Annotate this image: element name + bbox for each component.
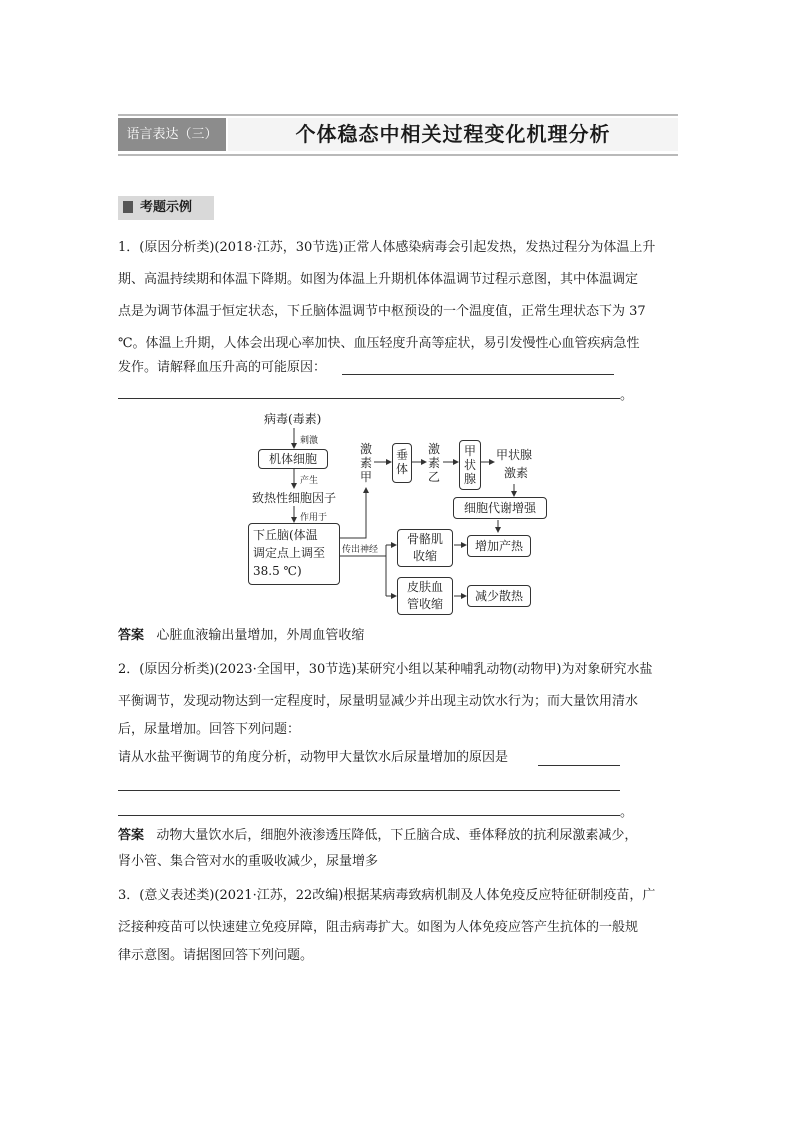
q1-line-2: 期、高温持续期和体温下降期。如图为体温上升期机体体温调节过程示意图，其中体温调定: [118, 272, 639, 287]
q1-answer-label: 答案: [118, 628, 145, 643]
q2-answer-blank-1[interactable]: [538, 765, 620, 766]
thyroid-hormone-line-1: 甲状腺: [496, 448, 533, 462]
q2-line-4: 请从水盐平衡调节的角度分析，动物甲大量饮水后尿量增加的原因是: [118, 750, 509, 765]
thyroid-label: 甲状腺: [463, 444, 476, 486]
hypothalamus-line-1: 下丘脑(体温: [253, 528, 318, 542]
q2-line-2: 平衡调节，发现动物达到一定程度时，尿量明显减少并出现主动饮水行为；而大量饮用清水: [118, 694, 639, 709]
skin-line-2: 管收缩: [406, 597, 443, 611]
section-label: 考题示例: [140, 200, 193, 215]
skin-box: [397, 577, 453, 615]
header-tag: 语言表达（三）: [118, 118, 226, 151]
muscle-box: [397, 529, 453, 567]
q1-line-4: ℃。体温上升期，人体会出现心率加快、血压轻度升高等症状，易引发慢性心血管疾病急性: [118, 336, 640, 351]
hypothalamus-line-3: 38.5 ℃): [253, 564, 302, 578]
q3-line-3: 律示意图。请据图回答下列问题。: [118, 948, 314, 963]
pituitary-label: 垂体: [395, 448, 408, 476]
q3-line-1: 3．(意义表述类)(2021·江苏，22改编)根据某病毒致病机制及人体免疫反应特征研制疫苗，广: [118, 888, 656, 903]
pituitary-box: [392, 443, 412, 483]
page-title: 个体稳态中相关过程变化机理分析: [295, 122, 611, 146]
thyroid-hormone-line-2: 激素: [504, 466, 529, 480]
q1-line-1: 1．(原因分析类)(2018·江苏，30节选)正常人体感染病毒会引起发热，发热过程分为体温上升: [118, 240, 656, 255]
hormone-a-label: 激素甲: [359, 442, 372, 484]
efferent-label: 传出神经: [342, 545, 379, 555]
hormone-b-label: 激素乙: [427, 442, 440, 484]
q2-end-mark: 。: [620, 805, 634, 820]
q1-answer-text: 心脏血液输出量增加，外周血管收缩: [156, 628, 365, 643]
q1-line-3: 点是为调节体温于恒定状态，下丘脑体温调节中枢预设的一个温度值，正常生理状态下为 37: [118, 304, 646, 319]
act-on-label: 作用于: [300, 513, 328, 523]
body-cell-box: 机体细胞: [258, 449, 328, 469]
muscle-line-2: 收缩: [412, 549, 437, 563]
q2-answer-blank-3[interactable]: [118, 815, 620, 816]
virus-label: 病毒(毒素): [264, 412, 322, 426]
q1-end-mark: 。: [620, 388, 634, 403]
arrow-hypothalamus-to-hormone-a: [340, 488, 366, 538]
q3-line-2: 泛接种疫苗可以快速建立免疫屏障，阻击病毒扩大。如图为人体免疫应答产生抗体的一般规: [118, 920, 639, 935]
hypothalamus-box: [248, 523, 340, 585]
pyrogen-label: 致热性细胞因子: [252, 491, 337, 505]
heat-loss-box: 减少散热: [467, 585, 531, 607]
q2-line-1: 2．(原因分析类)(2023·全国甲，30节选)某研究小组以某种哺乳动物(动物甲)为对象研究水盐: [118, 662, 653, 677]
muscle-line-1: 骨骼肌: [406, 532, 443, 546]
thyroid-box: [459, 440, 481, 490]
produce-label: 产生: [300, 476, 319, 486]
q2-answer-text-1: 动物大量饮水后，细胞外液渗透压降低，下丘脑合成、垂体释放的抗利尿激素减少，: [156, 828, 638, 843]
q2-line-3: 后，尿量增加。回答下列问题：: [118, 722, 301, 737]
q1-line-5: 发作。请解释血压升高的可能原因：: [118, 360, 327, 375]
skin-line-1: 皮肤血: [406, 580, 443, 594]
q2-answer-label: 答案: [118, 828, 145, 843]
q2-answer-blank-2[interactable]: [118, 790, 620, 791]
q2-answer-line-1: [118, 826, 678, 846]
q2-answer-line-2: 肾小管、集合管对水的重吸收减少，尿量增多: [118, 854, 379, 869]
metabolism-box: 细胞代谢增强: [453, 497, 547, 519]
stimulate-label: 刺激: [300, 436, 319, 446]
heat-gain-box: 增加产热: [467, 535, 531, 557]
hypothalamus-line-2: 调定点上调至: [253, 546, 326, 560]
q1-answer: [118, 626, 678, 646]
